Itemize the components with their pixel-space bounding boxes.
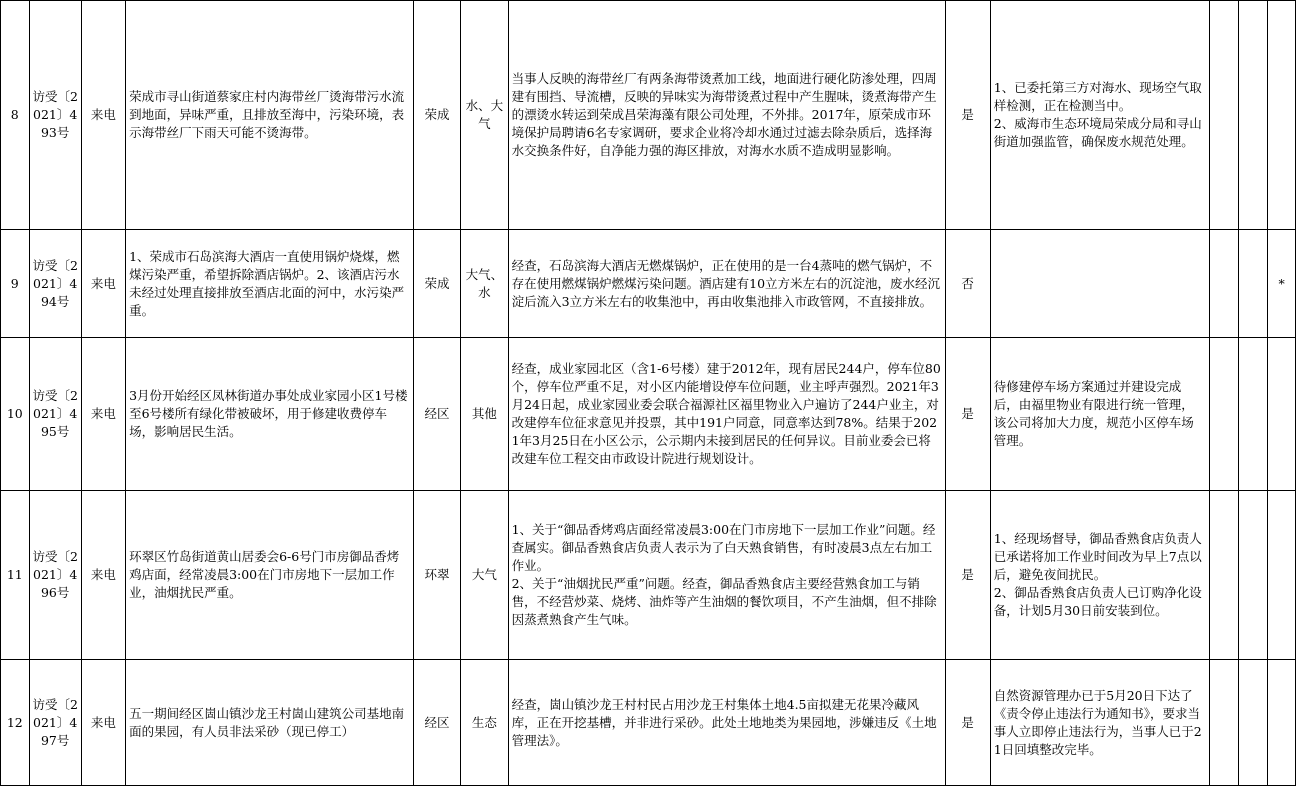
channel: 来电 (81, 230, 125, 338)
channel: 来电 (81, 1, 125, 230)
mark-cell (1268, 491, 1296, 660)
extra-cell (1209, 491, 1238, 660)
handling-text: 自然资源管理办已于5月20日下达了《责令停止违法行为通知书》，要求当事人立即停止违法行为，当事人已于21日回填整改完毕。 (990, 660, 1209, 786)
case-id: 访受〔2021〕496号 (29, 491, 81, 660)
findings-text: 1、关于“御品香烤鸡店面经常凌晨3:00在门市房地下一层加工作业”问题。经查属实。御品香熟食店负责人表示为了白天熟食销售，有时凌晨3点左右加工作业。 2、关于“油烟扰民严重”问题。经查，御品香熟食店主要经营熟食加工与销售，不经营炒菜、烧烤、油炸等产生油烟的餐饮项目，不产生油烟，但不排除因蒸煮熟食产生气味。 (508, 491, 945, 660)
extra-cell (1239, 338, 1268, 491)
channel: 来电 (81, 491, 125, 660)
case-id: 访受〔2021〕494号 (29, 230, 81, 338)
channel: 来电 (81, 338, 125, 491)
findings-text: 经查，成业家园北区（含1-6号楼）建于2012年，现有居民244户，停车位80个，停车位严重不足，对小区内能增设停车位问题，业主呼声强烈。2021年3月24日起，成业家园业委会联合福源社区福里物业入户遍访了244户业主，对改建停车位征求意见并投票，其中191户同意，同意率达到78%。结果于2021年3月25日在小区公示，公示期内未接到居民的任何异议。目前业委会已将改建车位工程交由市政设计院进行规划设计。 (508, 338, 945, 491)
extra-cell (1209, 338, 1238, 491)
row-number: 10 (1, 338, 30, 491)
mark-cell: * (1268, 230, 1296, 338)
findings-text: 经查，石岛滨海大酒店无燃煤锅炉，正在使用的是一台4蒸吨的燃气锅炉，不存在使用燃煤锅炉燃煤污染问题。酒店建有10立方米左右的沉淀池，废水经沉淀后流入3立方米左右的收集池中，再由收集池排入市政管网，不直接排放。 (508, 230, 945, 338)
case-id: 访受〔2021〕497号 (29, 660, 81, 786)
table-row (1, 230, 1296, 338)
findings-text: 当事人反映的海带丝厂有两条海带烫煮加工线，地面进行硬化防渗处理，四周建有围挡、导流槽，反映的异味实为海带烫煮过程中产生腥味，烫煮海带产生的漂烫水转运到荣成昌荣海藻有限公司处理，不外排。2017年，原荣成市环境保护局聘请6名专家调研，要求企业将冷却水通过过滤去除杂质后，选择海水交换条件好，自净能力强的海区排放，对海水水质不造成明显影响。 (508, 1, 945, 230)
pollution-type: 大气、水 (461, 230, 509, 338)
extra-cell (1239, 491, 1268, 660)
handling-text: 1、经现场督导，御品香熟食店负责人已承诺将加工作业时间改为早上7点以后，避免夜间扰民。 2、御品香熟食店负责人已订购净化设备，计划5月30日前安装到位。 (990, 491, 1209, 660)
table-row (1, 338, 1296, 491)
district: 经区 (413, 338, 460, 491)
extra-cell (1239, 1, 1268, 230)
channel: 来电 (81, 660, 125, 786)
district: 经区 (413, 660, 460, 786)
case-id: 访受〔2021〕495号 (29, 338, 81, 491)
pollution-type: 水、大气 (461, 1, 509, 230)
table-row (1, 1, 1296, 230)
row-number: 12 (1, 660, 30, 786)
case-id: 访受〔2021〕493号 (29, 1, 81, 230)
row-number: 11 (1, 491, 30, 660)
handling-text: 1、已委托第三方对海水、现场空气取样检测，正在检测当中。 2、威海市生态环境局荣成分局和寻山街道加强监管，确保废水规范处理。 (990, 1, 1209, 230)
extra-cell (1209, 1, 1238, 230)
complaint-text: 1、荣成市石岛滨海大酒店一直使用锅炉烧煤，燃煤污染严重，希望拆除酒店锅炉。2、该酒店污水未经过处理直接排放至酒店北面的河中，水污染严重。 (126, 230, 414, 338)
extra-cell (1239, 230, 1268, 338)
extra-cell (1239, 660, 1268, 786)
complaint-text: 荣成市寻山街道蔡家庄村内海带丝厂烫海带污水流到地面，异味严重，且排放至海中，污染环境，表示海带丝厂下雨天可能不烫海带。 (126, 1, 414, 230)
extra-cell (1209, 230, 1238, 338)
complaint-text: 五一期间经区崮山镇沙龙王村崮山建筑公司基地南面的果园，有人员非法采砂（现已停工） (126, 660, 414, 786)
mark-cell (1268, 660, 1296, 786)
verified-flag: 是 (945, 660, 990, 786)
verified-flag: 否 (945, 230, 990, 338)
district: 荣成 (413, 230, 460, 338)
table-row (1, 660, 1296, 786)
pollution-type: 其他 (461, 338, 509, 491)
pollution-type: 大气 (461, 491, 509, 660)
findings-text: 经查，崮山镇沙龙王村村民占用沙龙王村集体土地4.5亩拟建无花果冷藏风库，正在开挖基槽，并非进行采砂。此处土地地类为果园地，涉嫌违反《土地管理法》。 (508, 660, 945, 786)
mark-cell (1268, 1, 1296, 230)
verified-flag: 是 (945, 1, 990, 230)
row-number: 9 (1, 230, 30, 338)
handling-text (990, 230, 1209, 338)
pollution-type: 生态 (461, 660, 509, 786)
extra-cell (1209, 660, 1238, 786)
mark-cell (1268, 338, 1296, 491)
table-row (1, 491, 1296, 660)
handling-text: 待修建停车场方案通过并建设完成后，由福里物业有限进行统一管理，该公司将加大力度，规范小区停车场管理。 (990, 338, 1209, 491)
complaint-text: 环翠区竹岛街道黄山居委会6-6号门市房御品香烤鸡店面，经常凌晨3:00在门市房地下一层加工作业，油烟扰民严重。 (126, 491, 414, 660)
district: 荣成 (413, 1, 460, 230)
verified-flag: 是 (945, 491, 990, 660)
row-number: 8 (1, 1, 30, 230)
verified-flag: 是 (945, 338, 990, 491)
complaint-text: 3月份开始经区凤林街道办事处成业家园小区1号楼至6号楼所有绿化带被破坏，用于修建收费停车场，影响居民生活。 (126, 338, 414, 491)
district: 环翠 (413, 491, 460, 660)
